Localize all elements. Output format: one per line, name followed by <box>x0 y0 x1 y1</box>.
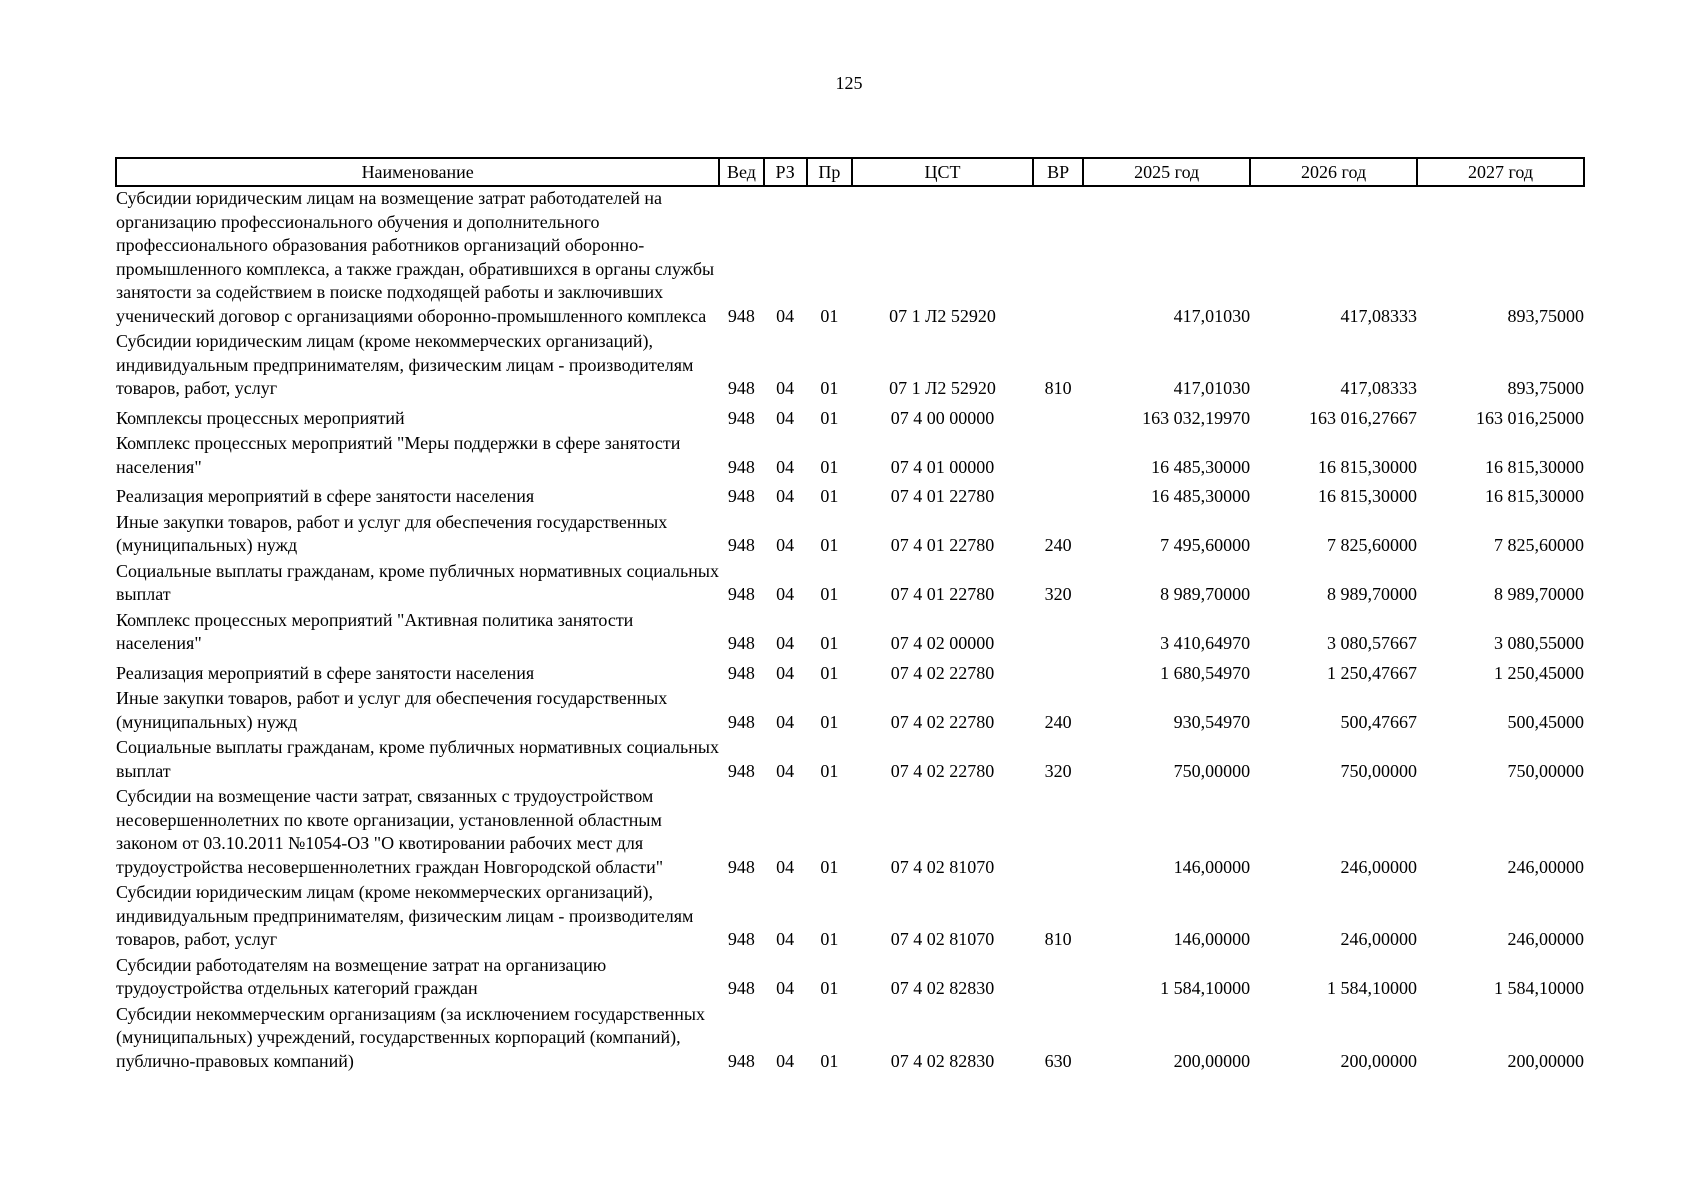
row-2027: 750,00000 <box>1507 760 1584 781</box>
row-ved: 948 <box>727 929 755 949</box>
table-row <box>116 609 1584 658</box>
row-2026: 750,00000 <box>1340 760 1418 781</box>
row-pr: 01 <box>820 633 839 653</box>
row-ved: 948 <box>727 584 755 604</box>
row-name: Комплекс процессных мероприятий "Активная политика занятости населения" <box>116 609 634 653</box>
table-row <box>116 403 1584 433</box>
row-ved: 948 <box>727 711 755 732</box>
row-pr: 01 <box>820 535 839 555</box>
row-ved: 948 <box>727 1050 755 1071</box>
row-pr: 01 <box>820 456 839 477</box>
row-2027: 246,00000 <box>1507 856 1584 877</box>
row-name: Субсидии юридическим лицам на возмещение затрат работодателей на организацию профессионального обучения и дополнительного профессионального образования работников организаций оборонно-промышленного комплекса, а также граждан, обратившихся в органы службы занятости за содействием в поиске подходящей работы и заключивших ученический договор с организациями оборонно-промышленного комплекса <box>116 188 715 326</box>
row-2027: 1 584,10000 <box>1494 978 1584 998</box>
row-cst: 07 4 02 82830 <box>890 1050 995 1071</box>
row-ved: 948 <box>727 856 755 877</box>
row-2026: 246,00000 <box>1340 856 1418 877</box>
row-cst: 07 4 02 82830 <box>890 978 995 998</box>
row-vr <box>1033 609 1083 658</box>
row-2025: 146,00000 <box>1173 929 1251 949</box>
row-name: Субсидии работодателям на возмещение затрат на организацию трудоустройства отдельных категорий граждан <box>116 954 607 998</box>
row-2026: 1 250,47667 <box>1327 662 1418 683</box>
header-pr: Пр <box>807 158 852 186</box>
table-row <box>116 687 1584 736</box>
row-pr: 01 <box>820 378 839 398</box>
row-vr <box>1033 432 1083 481</box>
row-pr: 01 <box>820 486 839 506</box>
row-vr: 630 <box>1044 1050 1072 1071</box>
row-2027: 16 815,30000 <box>1485 486 1584 506</box>
row-rz: 04 <box>776 535 795 555</box>
row-2025: 3 410,64970 <box>1160 633 1251 653</box>
row-vr: 240 <box>1044 711 1072 732</box>
row-2026: 200,00000 <box>1340 1050 1418 1071</box>
row-rz: 04 <box>776 378 795 398</box>
row-2026: 417,08333 <box>1340 378 1418 398</box>
row-2025: 930,54970 <box>1173 711 1251 732</box>
row-vr: 810 <box>1044 929 1072 949</box>
table-row <box>116 785 1584 881</box>
row-2027: 893,75000 <box>1507 305 1584 326</box>
row-vr <box>1033 481 1083 511</box>
row-2026: 1 584,10000 <box>1327 978 1418 998</box>
row-pr: 01 <box>820 407 839 428</box>
row-vr <box>1033 658 1083 688</box>
row-pr: 01 <box>820 584 839 604</box>
row-2026: 8 989,70000 <box>1327 584 1418 604</box>
header-ved: Вед <box>719 158 763 186</box>
table-header-row <box>116 158 1584 186</box>
row-cst: 07 1 Л2 52920 <box>889 305 996 326</box>
row-2027: 893,75000 <box>1507 378 1584 398</box>
row-vr <box>1033 186 1083 330</box>
row-rz: 04 <box>776 305 795 326</box>
row-vr: 320 <box>1044 760 1072 781</box>
row-2026: 500,47667 <box>1340 711 1418 732</box>
row-pr: 01 <box>820 711 839 732</box>
row-2027: 246,00000 <box>1507 929 1584 949</box>
row-2025: 200,00000 <box>1173 1050 1251 1071</box>
row-2025: 1 680,54970 <box>1160 662 1251 683</box>
row-cst: 07 1 Л2 52920 <box>889 378 996 398</box>
row-cst: 07 4 02 81070 <box>890 856 995 877</box>
row-name: Комплекс процессных мероприятий "Меры поддержки в сфере занятости населения" <box>116 433 681 477</box>
table-row <box>116 186 1584 330</box>
row-cst: 07 4 01 22780 <box>890 535 995 555</box>
row-cst: 07 4 02 00000 <box>890 633 995 653</box>
table-row <box>116 954 1584 1003</box>
row-vr: 320 <box>1044 584 1072 604</box>
row-2025: 16 485,30000 <box>1151 456 1251 477</box>
row-rz: 04 <box>776 456 795 477</box>
row-ved: 948 <box>727 760 755 781</box>
row-2027: 500,45000 <box>1507 711 1584 732</box>
row-cst: 07 4 01 22780 <box>890 584 995 604</box>
row-2025: 8 989,70000 <box>1160 584 1251 604</box>
row-name: Социальные выплаты гражданам, кроме публичных нормативных социальных выплат <box>116 560 719 604</box>
row-2026: 16 815,30000 <box>1318 456 1418 477</box>
row-pr: 01 <box>820 856 839 877</box>
row-name: Субсидии некоммерческим организациям (за исключением государственных (муниципальных) учреждений, государственных корпораций (компаний), публично-правовых компаний) <box>116 1003 706 1071</box>
row-vr: 810 <box>1044 378 1072 398</box>
row-2025: 163 032,19970 <box>1142 407 1251 428</box>
row-vr <box>1033 403 1083 433</box>
row-2027: 3 080,55000 <box>1494 633 1584 653</box>
row-rz: 04 <box>776 711 795 732</box>
row-cst: 07 4 02 22780 <box>890 760 995 781</box>
row-name: Комплексы процессных мероприятий <box>116 407 405 428</box>
row-2025: 1 584,10000 <box>1160 978 1251 998</box>
row-2025: 750,00000 <box>1173 760 1251 781</box>
row-pr: 01 <box>820 1050 839 1071</box>
row-2027: 16 815,30000 <box>1485 456 1584 477</box>
row-cst: 07 4 02 81070 <box>890 929 995 949</box>
row-2026: 246,00000 <box>1340 929 1418 949</box>
row-name: Субсидии юридическим лицам (кроме некоммерческих организаций), индивидуальным предпринимателям, физическим лицам - производителям товаров, работ, услуг <box>116 882 694 949</box>
row-rz: 04 <box>776 978 795 998</box>
row-ved: 948 <box>727 633 755 653</box>
row-2026: 163 016,27667 <box>1309 407 1418 428</box>
header-2027: 2027 год <box>1417 158 1584 186</box>
row-2027: 8 989,70000 <box>1494 584 1584 604</box>
table-row <box>116 560 1584 609</box>
row-name: Реализация мероприятий в сфере занятости населения <box>116 662 535 683</box>
budget-table <box>115 157 1585 1075</box>
row-rz: 04 <box>776 407 795 428</box>
row-name: Субсидии юридическим лицам (кроме некоммерческих организаций), индивидуальным предпринимателям, физическим лицам - производителям товаров, работ, услуг <box>116 331 694 398</box>
row-2027: 200,00000 <box>1507 1050 1584 1071</box>
table-row <box>116 481 1584 511</box>
header-rz: РЗ <box>764 158 807 186</box>
row-rz: 04 <box>776 929 795 949</box>
row-vr <box>1033 785 1083 881</box>
header-cst: ЦСТ <box>852 158 1033 186</box>
row-rz: 04 <box>776 760 795 781</box>
row-ved: 948 <box>727 305 755 326</box>
row-pr: 01 <box>820 929 839 949</box>
table-row <box>116 1003 1584 1076</box>
row-cst: 07 4 00 00000 <box>890 407 995 428</box>
row-rz: 04 <box>776 1050 795 1071</box>
row-2027: 7 825,60000 <box>1494 535 1584 555</box>
row-2026: 16 815,30000 <box>1318 486 1418 506</box>
row-pr: 01 <box>820 662 839 683</box>
row-name: Социальные выплаты гражданам, кроме публичных нормативных социальных выплат <box>116 737 719 781</box>
row-name: Иные закупки товаров, работ и услуг для обеспечения государственных (муниципальных) нужд <box>116 688 668 732</box>
row-rz: 04 <box>776 662 795 683</box>
row-2025: 417,01030 <box>1173 378 1251 398</box>
row-2026: 417,08333 <box>1340 305 1418 326</box>
row-cst: 07 4 02 22780 <box>890 711 995 732</box>
row-2027: 163 016,25000 <box>1476 407 1584 428</box>
row-ved: 948 <box>727 456 755 477</box>
table-row <box>116 881 1584 954</box>
row-ved: 948 <box>727 662 755 683</box>
row-cst: 07 4 02 22780 <box>890 662 995 683</box>
row-cst: 07 4 01 00000 <box>890 456 995 477</box>
header-2026: 2026 год <box>1250 158 1417 186</box>
row-rz: 04 <box>776 486 795 506</box>
row-vr <box>1033 954 1083 1003</box>
row-name: Иные закупки товаров, работ и услуг для обеспечения государственных (муниципальных) нужд <box>116 511 668 555</box>
table-row <box>116 511 1584 560</box>
row-2025: 417,01030 <box>1173 305 1251 326</box>
row-ved: 948 <box>727 535 755 555</box>
header-name: Наименование <box>116 158 719 186</box>
row-pr: 01 <box>820 978 839 998</box>
table-row <box>116 736 1584 785</box>
row-pr: 01 <box>820 305 839 326</box>
row-2026: 3 080,57667 <box>1327 633 1418 653</box>
row-2026: 7 825,60000 <box>1327 535 1418 555</box>
row-ved: 948 <box>727 378 755 398</box>
row-rz: 04 <box>776 584 795 604</box>
row-2025: 7 495,60000 <box>1160 535 1251 555</box>
table-row <box>116 432 1584 481</box>
header-2025: 2025 год <box>1083 158 1250 186</box>
table-row <box>116 658 1584 688</box>
row-2025: 16 485,30000 <box>1151 486 1251 506</box>
row-cst: 07 4 01 22780 <box>890 486 995 506</box>
table-row <box>116 330 1584 403</box>
row-name: Субсидии на возмещение части затрат, связанных с трудоустройством несовершеннолетних по квоте организации, установленной областным законом от 03.10.2011 №1054-ОЗ "О квотировании рабочих мест для трудоустройства несовершеннолетних граждан Новгородской области" <box>116 786 664 877</box>
row-2025: 146,00000 <box>1173 856 1251 877</box>
row-rz: 04 <box>776 633 795 653</box>
row-ved: 948 <box>727 486 755 506</box>
row-ved: 948 <box>727 978 755 998</box>
row-pr: 01 <box>820 760 839 781</box>
page-number: 125 <box>835 73 863 93</box>
row-rz: 04 <box>776 856 795 877</box>
row-name: Реализация мероприятий в сфере занятости населения <box>116 486 535 506</box>
row-2027: 1 250,45000 <box>1494 662 1584 683</box>
row-vr: 240 <box>1044 535 1072 555</box>
header-vr: ВР <box>1033 158 1083 186</box>
row-ved: 948 <box>727 407 755 428</box>
